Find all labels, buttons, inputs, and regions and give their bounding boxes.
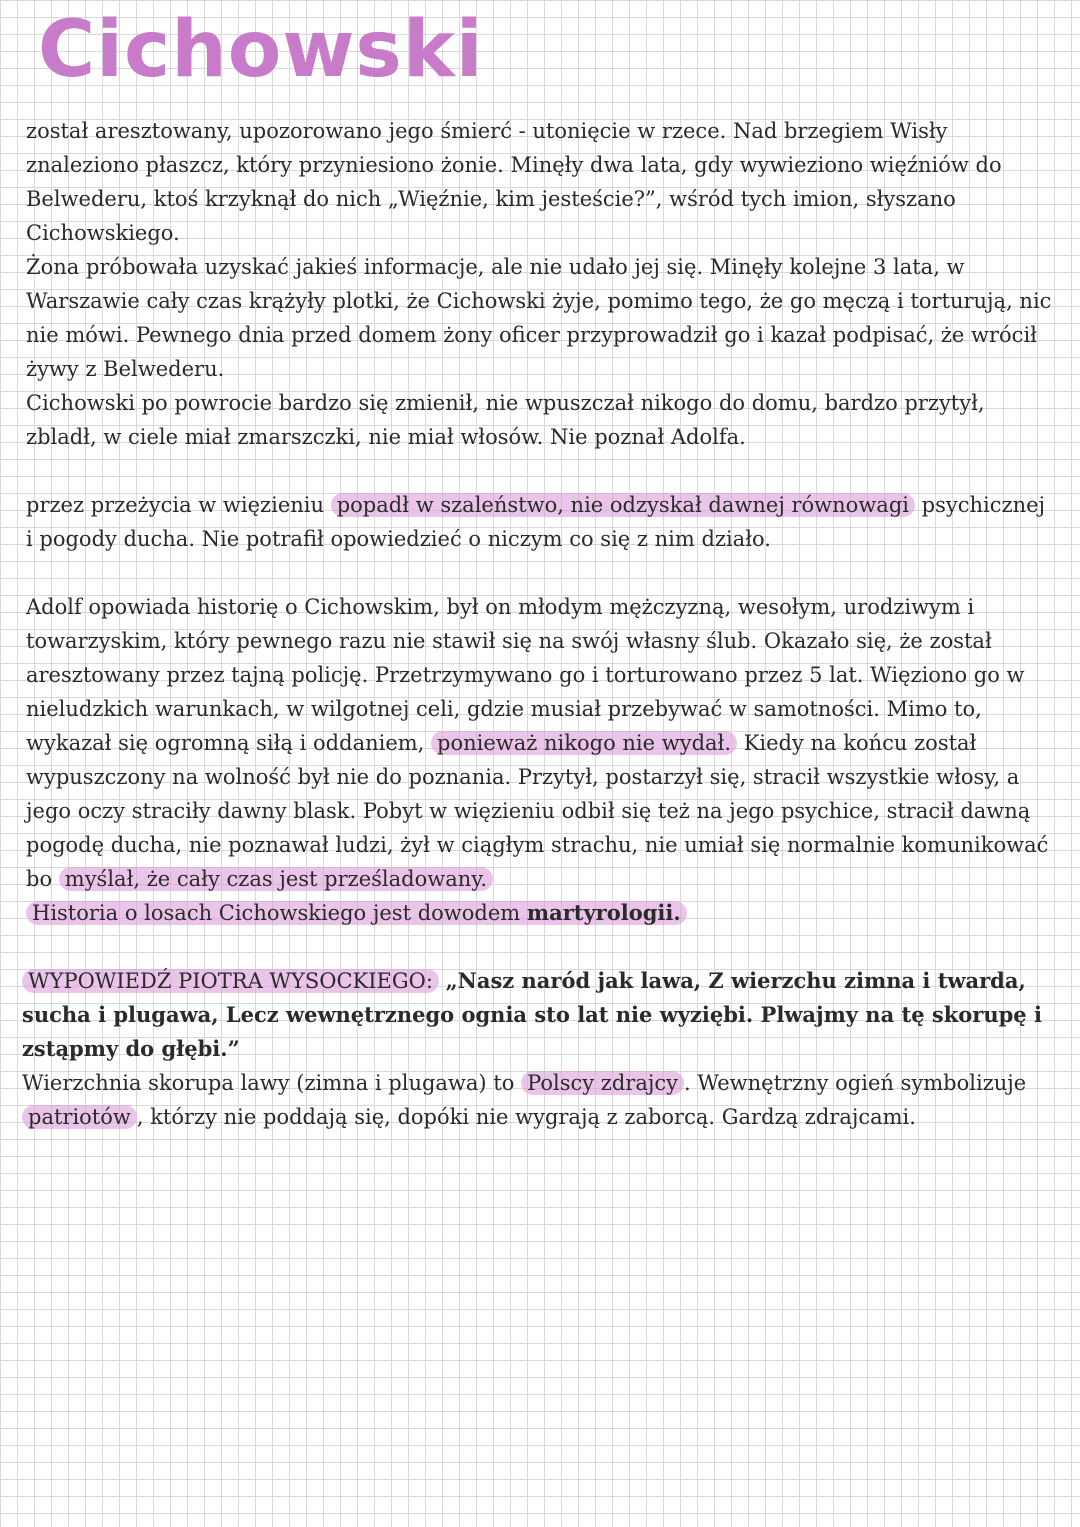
martyrology-text: Historia o losach Cichowskiego jest dowodem [32,901,521,925]
paragraph-martyrology [26,896,1056,930]
paragraph-return: Cichowski po powrocie bardzo się zmienił, nie wpuszczał nikogo do domu, bardzo przytył, zbladł, w ciele miał zmarszczki, nie miał włosów. Nie poznał Adolfa. [26,391,985,449]
madness-text-start: przez przeżycia w więzieniu [26,493,325,517]
paragraph-adolf-story [26,590,1056,896]
paragraph-wife: Żona próbowała uzyskać jakieś informacje, ale nie udało jej się. Minęły kolejne 3 lata, w Warszawie cały czas krążyły plotki, że Cichowski żyje, pomimo tego, że go męczą i torturują, nic nie mówi. Pewnego dnia przed domem żony oficer przyprowadził go i kazał podpisać, że wrócił żywy z Belwederu. [26,255,1052,381]
martyrology-term: martyrologii. [526,900,681,925]
paragraph-madness [26,488,1056,556]
lava-highlight-traitors: Polscy zdrajcy [521,1071,684,1095]
madness-highlight: popadł w szaleństwo, nie odzyskał dawnej równowagi [331,493,915,517]
note-content [22,114,1056,1134]
paragraph-lava-meaning [22,1066,1056,1134]
quote-text: „Nasz naród jak lawa, Z wierzchu zimna i twarda, sucha i plugawa, Lecz wewnętrznego ognia sto lat nie wyziębi. Plwajmy na tę skorupę i zstąpmy do głębi.” [22,968,1042,1061]
lava-highlight-patriots: patriotów [22,1105,137,1129]
quote-label: WYPOWIEDŹ PIOTRA WYSOCKIEGO: [22,969,439,993]
story-text-start: Adolf opowiada historię o Cichowskim, był on młodym mężczyzną, wesołym, urodziwym i towarzyskim, który pewnego razu nie stawił się na swój własny ślub. Okazało się, że został aresztowany przez tajną policję. Przetrzymywano go i torturowano przez 5 lat. Więziono go w nieludzkich warunkach, w wilgotnej celi, gdzie musiał przebywać w samotności. Mimo to, wykazał się ogromną siłą i oddaniem, [26,595,1025,755]
lava-text-start: Wierzchnia skorupa lawy (zimna i plugawa) to [22,1071,515,1095]
martyrology-highlight [26,901,687,925]
paragraph-wysocki-quote [22,964,1056,1066]
lava-text-middle: . Wewnętrzny ogień symbolizuje [683,1071,1027,1095]
story-highlight-persecution: myślał, że cały czas jest prześladowany. [59,867,493,891]
story-highlight-loyalty: ponieważ nikogo nie wydał. [431,731,737,755]
lava-text-end: , którzy nie poddają się, dopóki nie wygrają z zaborcą. Gardzą zdrajcami. [136,1105,916,1129]
madness-text-end: psychicznej i pogody ducha. Nie potrafił opowiedzieć o niczym co się z nim działo. [26,493,1046,551]
story-text-middle: Kiedy na końcu został wypuszczony na wolność był nie do poznania. Przytył, postarzył się, stracił wszystkie włosy, a jego oczy straciły dawny blask. Pobyt w więzieniu odbił się też na jego psychice, stracił dawną pogodę ducha, nie poznawał ludzi, żył w ciągłym strachu, nie umiał się normalnie komunikować bo [26,731,1049,891]
page-title: Cichowski [38,5,484,95]
paragraph-arrest: został aresztowany, upozorowano jego śmierć - utonięcie w rzece. Nad brzegiem Wisły znaleziono płaszcz, który przyniesiono żonie. Minęły dwa lata, gdy wywieziono więźniów do Belwederu, ktoś krzyknął do nich „Więźnie, kim jesteście?”, wśród tych imion, słyszano Cichowskiego. [26,119,1002,245]
